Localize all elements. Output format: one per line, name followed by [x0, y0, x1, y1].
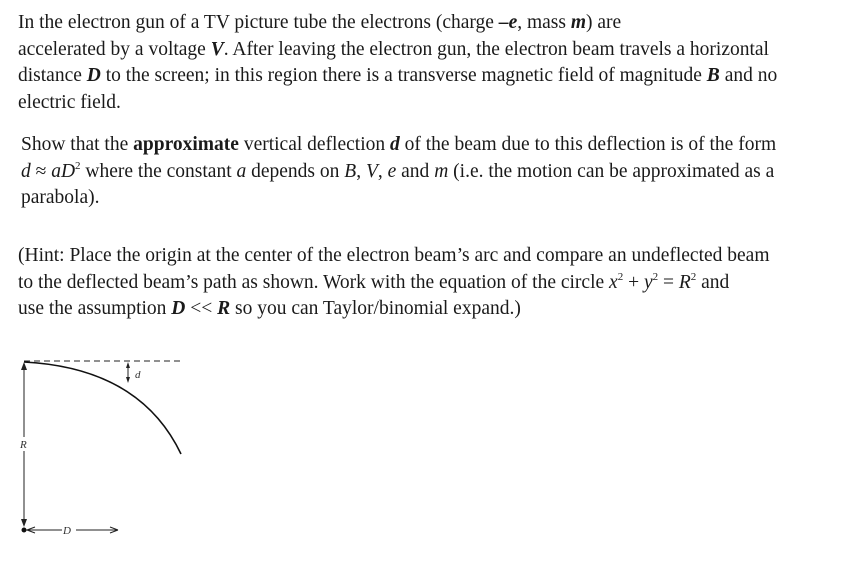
deflection-symbol: d [390, 134, 400, 155]
deflection-arrowhead-top [126, 362, 130, 368]
paragraph-task [21, 132, 776, 212]
formula-exponent: 2 [75, 159, 81, 172]
text-line: use the assumption D << R so you can Taylor/binomial expand.) [18, 298, 521, 319]
assumption-R: R [217, 298, 231, 319]
approximate-emphasis: approximate [133, 134, 239, 155]
paragraph-hint [18, 243, 770, 323]
text-line: to the deflected beam’s path as shown. Work with the equation of the circle $x^2 + y^2 = R^2$ and [18, 270, 730, 293]
label-R: R [20, 439, 27, 451]
formula-D: D [60, 160, 76, 182]
formula-d: d [21, 160, 31, 182]
radius-arrowhead-top [21, 362, 27, 370]
label-d: d [135, 369, 141, 381]
text-line: accelerated by a voltage V. After leaving the electron gun, the electron beam travels a horizontal [18, 38, 769, 60]
mass-symbol: m [570, 12, 587, 33]
label-D: D [63, 525, 71, 537]
formula-approx-sign: ≈ [30, 160, 52, 182]
text-line: parabola). [21, 187, 100, 208]
text-line: distance D to the screen; in this region there is a transverse magnetic field of magnitude B and no [18, 65, 778, 86]
circle-x: x [609, 271, 618, 293]
text-line: $d \approx aD^2$ where the constant a depends on B, V, e and m (i.e. the motion can be approximated as a [21, 159, 775, 182]
formula-a: a [51, 160, 61, 182]
text-line: Show that the approximate vertical deflection d of the beam due to this deflection is of the form [21, 134, 777, 155]
circle-R: R [678, 271, 691, 293]
deflected-beam-arc [24, 362, 181, 454]
text-line: electric field. [18, 91, 121, 113]
distance-symbol: D [86, 65, 101, 86]
radius-arrowhead-bottom [21, 519, 27, 527]
text-line: In the electron gun of a TV picture tube the electrons (charge –e, mass m) are [18, 12, 622, 33]
origin-point [22, 528, 27, 533]
deflection-arrowhead-bottom [126, 377, 130, 383]
charge-symbol: –e [498, 12, 518, 33]
text-line: (Hint: Place the origin at the center of the electron beam’s arc and compare an undeflected beam [18, 245, 770, 266]
assumption-D: D [171, 298, 186, 319]
voltage-symbol: V [210, 38, 224, 60]
beam-deflection-figure [0, 350, 200, 550]
circle-y: y [643, 271, 653, 293]
field-symbol: B [706, 65, 720, 86]
paragraph-problem-statement [18, 10, 777, 116]
